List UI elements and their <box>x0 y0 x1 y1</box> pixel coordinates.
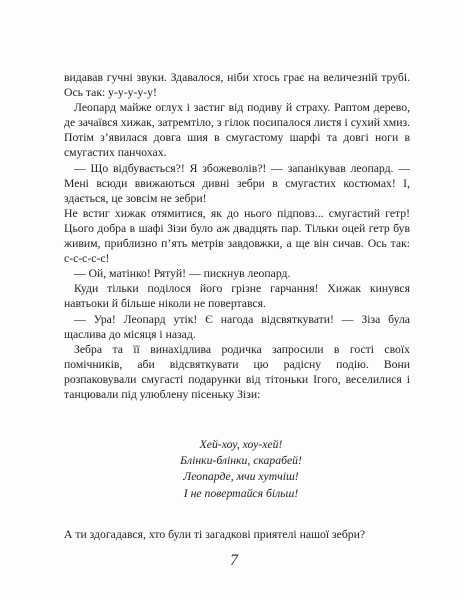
verse-line: Блінки-блінки, скарабей! <box>180 454 302 468</box>
story-text <box>64 70 410 402</box>
paragraph: видавав гучні звуки. Здавалося, ніби хтось грає на величезній трубі. Ось так: у-у-у-у-у! <box>64 71 410 100</box>
paragraph: Куди тільки поділося його грізне гарчання! Хижак кинувся навтьоки й більше ніколи не повертався. <box>64 282 410 311</box>
paragraph: — Що відбувається?! Я збожеволів?! — запанікував леопард. — Мені всюди ввижаються дивні зебри в смугастих костюмах! І, здається, це зовсім не зебри! <box>64 161 410 205</box>
verse-line: І не повертайся більш! <box>183 486 299 500</box>
page-number: 7 <box>230 552 238 569</box>
verse-line: Леопарде, мчи хутчіш! <box>183 470 299 484</box>
paragraph: Зебра та її винахідлива родичка запросили в гості своїх помічників, аби відсвяткувати цю радісну подію. Вони розпаковували смугасті подарунки від тітоньки Ігого, веселилися і танцювали під улюблену пісеньку Зізи: <box>64 342 410 401</box>
closing-question: А ти здогадався, хто були ті загадкові приятелі нашої зебри? <box>64 528 366 541</box>
paragraph: — Ой, матінко! Рятуй! — пискнув леопард. <box>74 267 291 281</box>
paragraph: Не встиг хижак отямитися, як до нього підповз... смугастий гетр! Цього добра в шафі Зізи було аж двадцять пар. Тільки оцей гетр був живим, приблизно п’ять метрів завдовжки, а ще він сичав. Ось так: с-с-с-с-с! <box>64 206 410 266</box>
verse-line: Хей-хоу, хоу-хей! <box>199 438 283 451</box>
song-verse <box>0 437 464 502</box>
paragraph: Леопард майже оглух і застиг від подиву й страху. Раптом дерево, де зачаївся хижак, затремтіло, з гілок посипалося листя і сухий хмиз. Потім з’явилася довга шия в смугастому шарфі та довгі ноги в смугастих панчохах. <box>64 101 410 160</box>
paragraph: — Ура! Леопард утік! Є нагода відсвяткувати! — Зіза була щаслива до місяця і назад. <box>64 312 410 341</box>
